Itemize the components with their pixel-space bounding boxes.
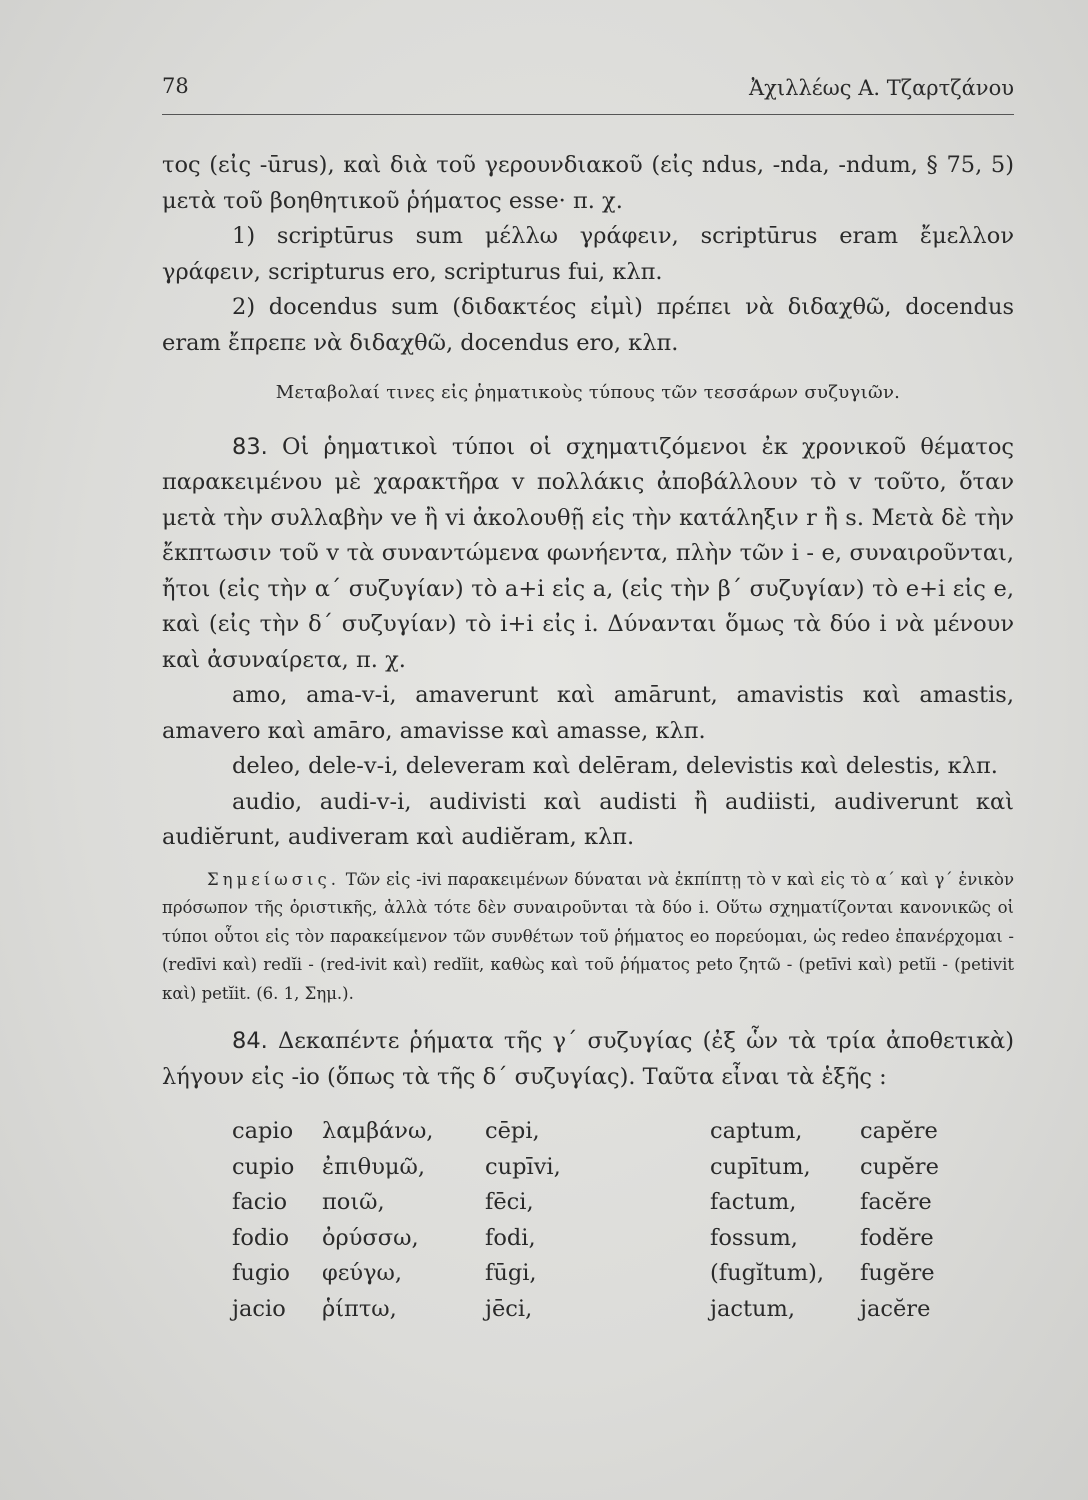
table-cell: capio — [232, 1118, 294, 1144]
table-cell: ῥίπτω, — [322, 1295, 397, 1322]
example-scripturus: 1) scriptūrus sum μέλλω γράφειν, scriptūrus eram ἔμελλον γράφειν, scripturus ero, scripturus fui, κλπ. — [162, 223, 1014, 285]
table-cell: φεύγω, — [322, 1260, 403, 1286]
table-cell: fēci, — [485, 1189, 534, 1215]
page-body — [162, 148, 1014, 1327]
table-cell: λαμβάνω, — [322, 1118, 434, 1144]
table-cell: (fugĭtum), — [710, 1260, 824, 1286]
section-84 — [162, 1024, 1014, 1095]
example-deleo: deleo, dele-v-i, deleveram καὶ delēram, delevistis καὶ delestis, κλπ. — [232, 753, 998, 779]
table-row — [232, 1292, 939, 1328]
table-cell: jacio — [232, 1295, 286, 1322]
table-cell: fugio — [232, 1260, 290, 1286]
verb-table — [232, 1114, 939, 1327]
section-heading: Μεταβολαί τινες εἰς ῥηματικοὺς τύπους τῶν τεσσάρων συζυγιῶν. — [275, 382, 901, 403]
table-row — [232, 1185, 939, 1221]
table-cell: facĕre — [860, 1189, 932, 1215]
table-cell: jacĕre — [860, 1295, 931, 1322]
continued-paragraph: τος (εἰς -ūrus), καὶ διὰ τοῦ γερουνδιακοῦ (εἰς ndus, -nda, -ndum, § 75, 5) μετὰ τοῦ βοηθητικοῦ ῥήματος esse· π. χ. — [162, 152, 1014, 214]
table-cell: ὀρύσσω, — [322, 1224, 419, 1251]
table-row — [232, 1221, 939, 1257]
table-cell: captum, — [710, 1118, 803, 1144]
section-83-number: 83. — [232, 433, 268, 460]
table-cell: jēci, — [485, 1295, 533, 1322]
table-cell: factum, — [710, 1189, 797, 1215]
table-cell: cupio — [232, 1153, 295, 1180]
note-text: Τῶν εἰς -ivi παρακειμένων δύναται νὰ ἐκπίπτῃ τὸ v καὶ εἰς τὸ α΄ καὶ γ΄ ἑνικὸν πρόσωπον τῆς ὁριστικῆς, ἀλλὰ τότε δὲν συναιροῦνται τὰ δύο i. Οὕτω σχηματίζονται κανονικῶς οἱ τύποι οὗτοι εἰς τὸν παρακείμενον τῶν συνθέτων τοῦ ῥήματος eo πορεύομαι, ὡς redeo ἐπανέρχομαι - (redīvi καὶ) redĭi - (red-ivit καὶ) redĭit, καθὼς καὶ τοῦ ῥήματος peto ζητῶ - (petīvi καὶ) petĭi - (petivit καὶ) petĭit. (6. 1, Σημ.). — [162, 869, 1014, 1003]
page-number: 78 — [162, 74, 189, 98]
table-cell: ἐπιθυμῶ, — [322, 1153, 426, 1180]
section-83 — [162, 430, 1014, 679]
table-cell: fossum, — [710, 1224, 798, 1251]
table-cell: fūgi, — [485, 1260, 537, 1286]
page-header — [162, 74, 1014, 115]
table-cell: jactum, — [710, 1295, 796, 1322]
table-cell: capĕre — [860, 1118, 938, 1144]
table-cell: facio — [232, 1189, 288, 1215]
section-84-number: 84. — [232, 1028, 268, 1054]
example-amo: amo, ama-v-i, amaverunt καὶ amārunt, amavistis καὶ amastis, amavero καὶ amāro, amavisse καὶ amasse, κλπ. — [162, 682, 1014, 744]
section-84-text: Δεκαπέντε ῥήματα τῆς γ΄ συζυγίας (ἐξ ὧν τὰ τρία ἀποθετικὰ) λήγουν εἰς -io (ὅπως τὰ τῆς δ΄ συζυγίας). Ταῦτα εἶναι τὰ ἑξῆς : — [162, 1028, 1014, 1090]
table-cell: fodio — [232, 1224, 290, 1251]
table-cell: ποιῶ, — [322, 1189, 385, 1215]
note-label: Σημείωσις. — [207, 869, 340, 889]
running-head: Ἀχιλλέως Α. Τζαρτζάνου — [749, 76, 1014, 100]
table-cell: cupīvi, — [485, 1153, 561, 1180]
table-row — [232, 1150, 939, 1186]
note — [162, 866, 1014, 1009]
table-cell: cupītum, — [710, 1153, 811, 1180]
table-cell: cēpi, — [485, 1118, 540, 1144]
table-row — [232, 1114, 939, 1150]
table-cell: fodi, — [485, 1224, 536, 1251]
table-cell: cupĕre — [860, 1153, 939, 1180]
table-cell: fugĕre — [860, 1260, 935, 1286]
example-docendus: 2) docendus sum (διδακτέος εἰμὶ) πρέπει νὰ διδαχθῶ, docendus eram ἔπρεπε νὰ διδαχθῶ, docendus ero, κλπ. — [162, 294, 1014, 356]
table-cell: fodĕre — [860, 1224, 934, 1251]
table-row — [232, 1256, 939, 1292]
example-audio: audio, audi-v-i, audivisti καὶ audisti ἢ audiisti, audiverunt καὶ audiĕrunt, audiveram καὶ audiĕram, κλπ. — [162, 788, 1014, 850]
section-83-text: Οἱ ῥηματικοὶ τύποι οἱ σχηματιζόμενοι ἐκ χρονικοῦ θέματος παρακειμένου μὲ χαρακτῆρα v πολλάκις ἀποβάλλουν τὸ v τοῦτο, ὅταν μετὰ τὴν συλλαβὴν ve ἢ vi ἀκολουθῇ εἰς τὴν κατάληξιν r ἢ s. Μετὰ δὲ τὴν ἔκπτωσιν τοῦ v τὰ συναντώμενα φωνήεντα, πλὴν τῶν i - e, συναιροῦνται, ἤτοι (εἰς τὴν α΄ συζυγίαν) τὸ a+i εἰς a, (εἰς τὴν β΄ συζυγίαν) τὸ e+i εἰς e, καὶ (εἰς τὴν δ΄ συζυγίαν) τὸ i+i εἰς i. Δύνανται ὅμως τὰ δύο i νὰ μένουν καὶ ἀσυναίρετα, π. χ. — [162, 433, 1014, 673]
